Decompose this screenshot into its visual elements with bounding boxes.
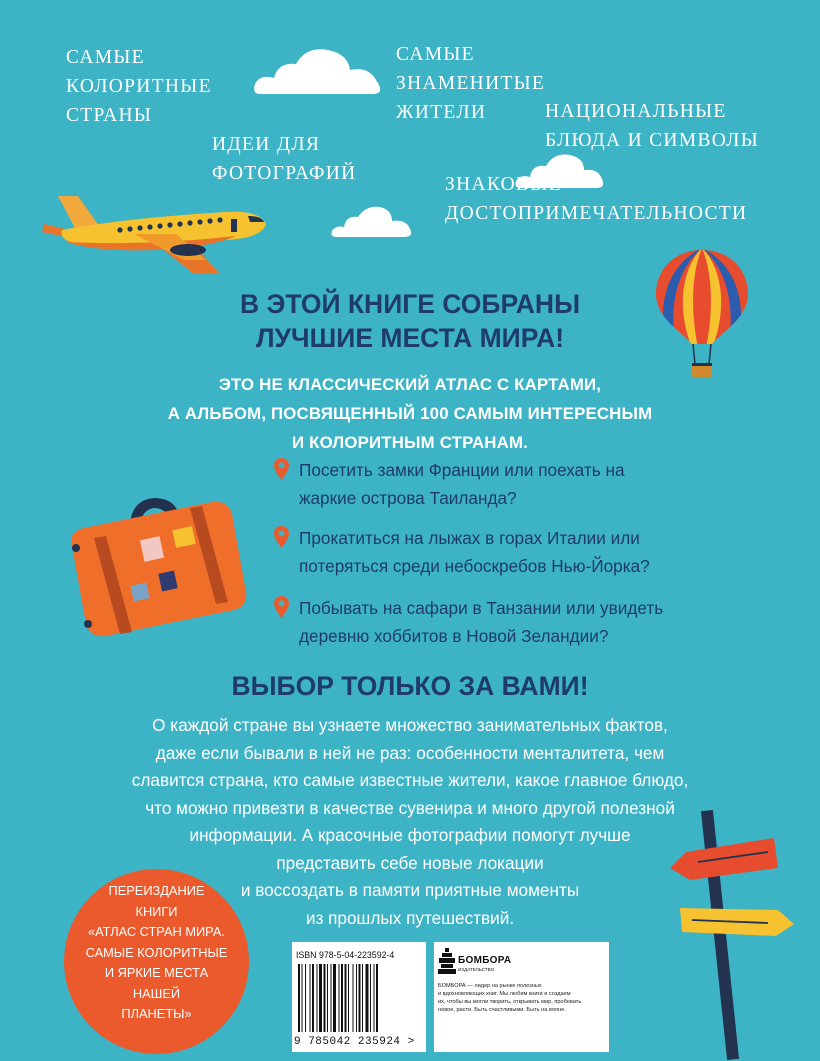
tag-colorful-countries	[66, 43, 212, 130]
question-line: Прокатиться на лыжах в горах Италии или	[299, 528, 640, 548]
question-text	[299, 456, 744, 512]
question-item	[274, 594, 744, 650]
question-line: жаркие острова Таиланда?	[299, 488, 517, 508]
tag-line: ИДЕИ ДЛЯ	[212, 134, 321, 155]
cloud-icon	[330, 203, 414, 241]
question-text	[299, 594, 744, 650]
badge-text	[64, 881, 249, 1025]
body-line: представить себе новые локации	[276, 852, 544, 873]
headline-your-choice	[0, 669, 820, 703]
reissue-badge	[64, 869, 249, 1054]
tag-landmarks	[445, 170, 747, 228]
tag-line: БЛЮДА И СИМВОЛЫ	[545, 130, 760, 151]
location-pin-icon	[274, 596, 289, 618]
location-pin-icon	[274, 526, 289, 548]
publisher-subtitle: ИЗДАТЕЛЬСТВО	[458, 967, 495, 972]
publisher-description	[438, 982, 606, 1014]
isbn-number: ISBN 978-5-04-223592-4	[296, 950, 395, 960]
suitcase-illustration	[62, 488, 252, 640]
signpost-illustration	[668, 810, 798, 1060]
question-item	[274, 524, 744, 580]
question-text	[299, 524, 744, 580]
question-item	[274, 456, 744, 512]
badge-line: «АТЛАС СТРАН МИРА.	[88, 924, 225, 939]
headline-line: ВЫБОР ТОЛЬКО ЗА ВАМИ!	[231, 671, 589, 701]
tag-famous-residents	[396, 40, 545, 127]
lead-line: ЭТО НЕ КЛАССИЧЕСКИЙ АТЛАС С КАРТАМИ,	[218, 375, 602, 394]
body-line: и воссоздать в памяти приятные моменты	[240, 880, 580, 900]
headline-best-places	[0, 287, 820, 355]
lead-paragraph	[0, 370, 820, 457]
badge-line: И ЯРКИЕ МЕСТА	[104, 965, 209, 980]
tag-line: СТРАНЫ	[66, 105, 153, 126]
publisher-description-line: и вдохновляющих книг. Мы любим книги и создаем	[438, 991, 571, 997]
publisher-description-line: БОМБОРА — лидер на рынке полезных	[438, 983, 542, 989]
question-line: деревню хоббитов в Новой Зеландии?	[299, 626, 609, 646]
publisher-description-line: их, чтобы вы могли творить, открывать мир, пробовать	[438, 999, 582, 1005]
question-line: Посетить замки Франции или поехать на	[299, 460, 625, 480]
publisher-logo-icon	[438, 948, 456, 974]
tag-line: ФОТОГРАФИЙ	[212, 163, 357, 184]
tag-national-dishes	[545, 97, 759, 155]
ean-digits: 9 785042 235924 >	[294, 1036, 415, 1048]
badge-line: КНИГИ	[135, 903, 178, 919]
airplane-illustration	[36, 190, 276, 275]
cloud-icon	[252, 44, 386, 100]
question-line: Побывать на сафари в Танзании или увидеть	[299, 598, 664, 618]
body-line: из прошлых путешествий.	[305, 907, 515, 928]
tag-line: КОЛОРИТНЫЕ	[66, 76, 212, 97]
tag-line: НАЦИОНАЛЬНЫЕ	[545, 101, 727, 122]
body-line: что можно привезти в качестве сувенира и много другой полезной	[145, 797, 675, 818]
tag-line: ДОСТОПРИМЕЧАТЕЛЬНОСТИ	[445, 203, 748, 224]
body-line: О каждой стране вы узнаете множество занимательных фактов,	[152, 715, 668, 735]
location-pin-icon	[274, 458, 289, 480]
publisher-description-line: новое, расти. Быть счастливыми. Быть на волне.	[438, 1007, 566, 1013]
body-line: славится страна, кто самые известные жители, какое главное блюдо,	[131, 770, 689, 790]
lead-line: А АЛЬБОМ, ПОСВЯЩЕННЫЙ 100 САМЫМ ИНТЕРЕСНЫМ	[167, 404, 653, 423]
badge-line: ПЛАНЕТЫ»	[121, 1006, 192, 1021]
tag-photo-ideas	[212, 130, 357, 188]
question-line: потеряться среди небоскребов Нью-Йорка?	[299, 556, 650, 576]
headline-line: ЛУЧШИЕ МЕСТА МИРА!	[255, 323, 565, 353]
badge-line: НАШЕЙ	[132, 985, 181, 1001]
body-line: информации. А красочные фотографии помогут лучше	[189, 825, 631, 845]
headline-line: В ЭТОЙ КНИГЕ СОБРАНЫ	[239, 289, 581, 319]
body-line: даже если бывали в ней не раз: особенности менталитета, чем	[155, 742, 665, 763]
tag-line: САМЫЕ	[396, 44, 475, 65]
badge-line: САМЫЕ КОЛОРИТНЫЕ	[85, 944, 228, 960]
lead-line: И КОЛОРИТНЫМ СТРАНАМ.	[292, 433, 528, 452]
tag-line: ЗНАМЕНИТЫЕ	[396, 73, 546, 94]
tag-line: ЗНАКОВЫЕ	[445, 174, 562, 195]
tag-line: САМЫЕ	[66, 47, 145, 68]
badge-line: ПЕРЕИЗДАНИЕ	[108, 883, 205, 898]
barcode-icon	[294, 964, 424, 1034]
publisher-name: БОМБОРА	[458, 955, 512, 966]
barcode-block	[292, 942, 426, 1052]
publisher-block	[434, 942, 609, 1052]
tag-line: ЖИТЕЛИ	[396, 102, 487, 123]
